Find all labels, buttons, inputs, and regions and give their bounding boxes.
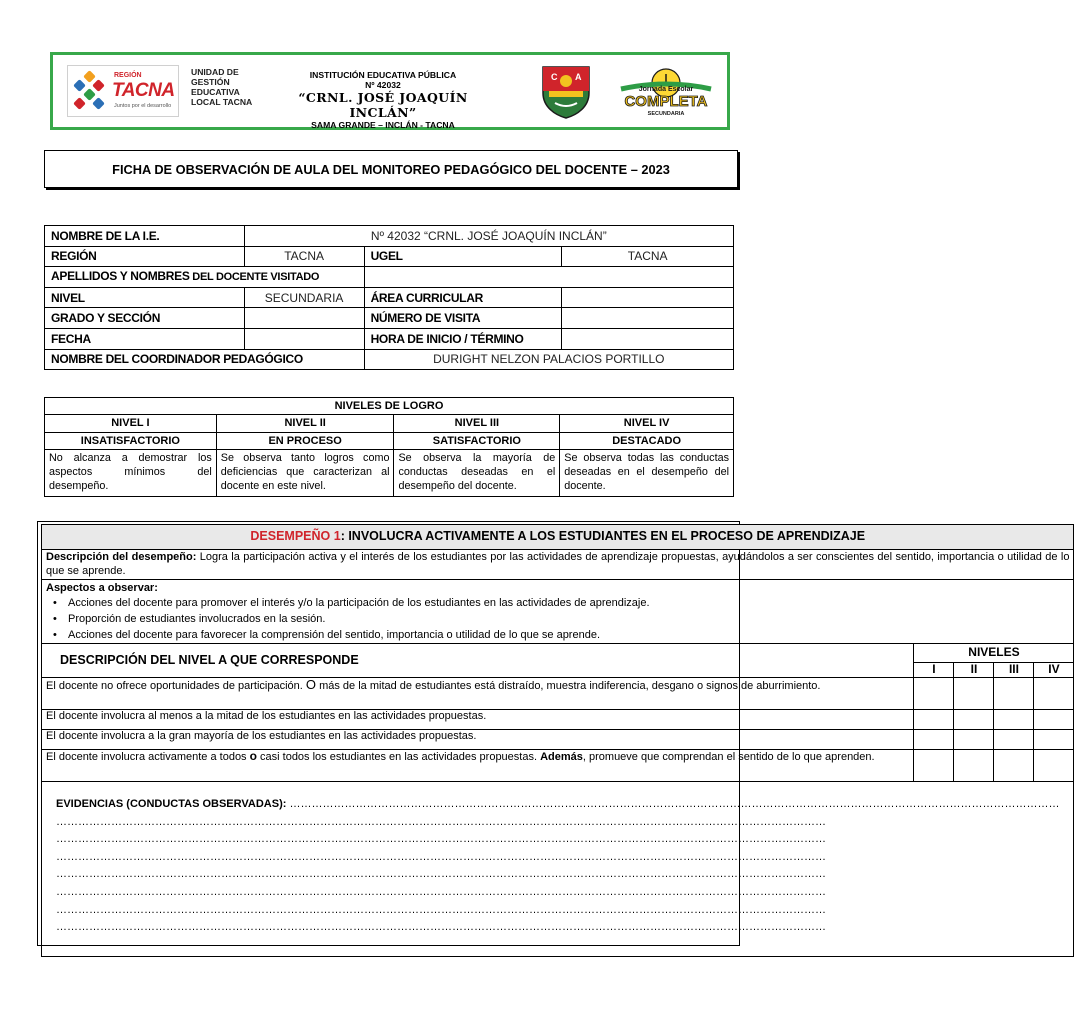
evidence-line-1: EVIDENCIAS (CONDUCTAS OBSERVADAS): ………………………………………………………………………………………………………………………………………………………………………………………… [56, 798, 1060, 810]
criterion-3-level-i-cell[interactable] [914, 730, 954, 750]
table-row [42, 550, 1074, 580]
criterion-1-level-iv-cell[interactable] [1034, 678, 1074, 710]
jornada-escolar-completa-logo [615, 65, 717, 119]
evidence-line: ………………………………………………………………………………………………………………………………………………………………………………………… [56, 868, 826, 881]
region-value: TACNA [244, 246, 364, 267]
ie-value: Nº 42032 “CRNL. JOSÉ JOAQUÍN INCLÁN” [244, 226, 733, 247]
table-row [45, 432, 734, 449]
form-title: FICHA DE OBSERVACIÓN DE AULA DEL MONITOREO PEDAGÓGICO DEL DOCENTE – 2023 [44, 150, 738, 188]
roman-iv: IV [1034, 663, 1074, 678]
institution-type: INSTITUCIÓN EDUCATIVA PÚBLICA [309, 70, 457, 80]
grado-label: GRADO Y SECCIÓN [45, 308, 245, 329]
table-row [45, 287, 734, 308]
level-2-number: NIVEL II [216, 415, 394, 432]
header-banner [50, 52, 730, 130]
list-item: • Acciones del docente para favorecer la comprensión del sentido, importancia o utilidad de lo que se aprende. [46, 627, 1069, 643]
jec-top-text: Jornada Escolar [638, 86, 694, 93]
level-4-number: NIVEL IV [560, 415, 734, 432]
list-item: • Proporción de estudiantes involucrados en la sesión. [46, 611, 1069, 627]
institution-number: Nº 42032 [365, 80, 401, 90]
criterion-4: El docente involucra activamente a todos o casi todos los estudiantes en las actividades propuestas. Además, promueve que comprendan el sentido de lo que aprenden. [42, 750, 914, 782]
area-value[interactable] [562, 287, 734, 308]
fecha-value[interactable] [244, 328, 364, 349]
criterion-3: El docente involucra a la gran mayoría de los estudiantes en las actividades propuestas. [42, 730, 914, 750]
level-1-desc: No alcanza a demostrar los aspectos mínimos del desempeño. [45, 449, 217, 496]
table-row [42, 525, 1074, 550]
criterion-2-level-iii-cell[interactable] [994, 710, 1034, 730]
table-row [42, 782, 1074, 957]
aspects-list [46, 595, 1069, 643]
performance-title: DESEMPEÑO 1: INVOLUCRA ACTIVAMENTE A LOS ESTUDIANTES EN EL PROCESO DE APRENDIZAJE [42, 525, 1074, 550]
institution-location: SAMA GRANDE – INCLÁN - TACNA [311, 120, 455, 130]
logo-tagline: Juntos por el desarrollo [114, 103, 172, 109]
criterion-1-level-iii-cell[interactable] [994, 678, 1034, 710]
table-row [42, 678, 1074, 710]
table-row [45, 226, 734, 247]
grado-value[interactable] [244, 308, 364, 329]
criterion-3-level-iii-cell[interactable] [994, 730, 1034, 750]
docente-value[interactable] [364, 267, 733, 288]
region-tacna-mark-icon [72, 72, 108, 110]
visita-value[interactable] [562, 308, 734, 329]
logo-region-text: REGIÓN [114, 72, 142, 79]
table-row [45, 449, 734, 496]
region-label: REGIÓN [45, 246, 245, 267]
criterion-1-level-i-cell[interactable] [914, 678, 954, 710]
roman-iii: III [994, 663, 1034, 678]
fecha-label: FECHA [45, 328, 245, 349]
table-row [42, 644, 1074, 663]
roman-i: I [914, 663, 954, 678]
evidence-line: ………………………………………………………………………………………………………………………………………………………………………………………… [56, 850, 826, 863]
shield-letter-c: C [551, 72, 558, 82]
school-shield-icon [539, 63, 593, 119]
level-2-name: EN PROCESO [216, 432, 394, 449]
evidence-line: ………………………………………………………………………………………………………………………………………………………………………………………… [56, 903, 826, 916]
aspects-cell [42, 580, 1074, 644]
coordinador-value: DURIGHT NELZON PALACIOS PORTILLO [364, 349, 733, 370]
level-3-name: SATISFACTORIO [394, 432, 560, 449]
shield-letter-a: A [575, 72, 582, 82]
hora-label: HORA DE INICIO / TÉRMINO [364, 328, 562, 349]
evidence-area[interactable] [42, 782, 1074, 957]
criterion-2-level-i-cell[interactable] [914, 710, 954, 730]
logo-name-text: TACNA [112, 80, 175, 101]
docente-label: APELLIDOS Y NOMBRES DEL DOCENTE VISITADO [45, 267, 365, 288]
evidence-line: ………………………………………………………………………………………………………………………………………………………………………………………… [56, 921, 826, 934]
region-tacna-logo [67, 65, 179, 117]
hora-value[interactable] [562, 328, 734, 349]
criterion-2: El docente involucra al menos a la mitad de los estudiantes en las actividades propuestas. [42, 710, 914, 730]
table-row [42, 710, 1074, 730]
criterion-2-level-ii-cell[interactable] [954, 710, 994, 730]
performance-table [41, 524, 1074, 957]
criterion-4-level-iii-cell[interactable] [994, 750, 1034, 782]
evidence-line: ………………………………………………………………………………………………………………………………………………………………………………………… [56, 833, 826, 846]
level-4-name: DESTACADO [560, 432, 734, 449]
nivel-desc-header: DESCRIPCIÓN DEL NIVEL A QUE CORRESPONDE [42, 644, 914, 678]
criterion-4-level-ii-cell[interactable] [954, 750, 994, 782]
teacher-info-table [44, 225, 734, 370]
institution-heading [273, 70, 493, 130]
criterion-4-level-i-cell[interactable] [914, 750, 954, 782]
list-item: • Acciones del docente para promover el interés y/o la participación de los estudiantes en las actividades de aprendizaje. [46, 595, 1069, 611]
nivel-value: SECUNDARIA [244, 287, 364, 308]
level-2-desc: Se observa tanto logros como deficiencias que caracterizan al docente en este nivel. [216, 449, 394, 496]
criterion-1: El docente no ofrece oportunidades de participación. O más de la mitad de estudiantes está distraído, muestra indiferencia, desgano o signos de aburrimiento. [42, 678, 914, 710]
table-row [45, 328, 734, 349]
roman-ii: II [954, 663, 994, 678]
table-row [42, 750, 1074, 782]
ie-label: NOMBRE DE LA I.E. [45, 226, 245, 247]
level-1-name: INSATISFACTORIO [45, 432, 217, 449]
level-3-number: NIVEL III [394, 415, 560, 432]
niveles-header: NIVELES [914, 644, 1074, 663]
table-row [45, 349, 734, 370]
jec-bottom-text: SECUNDARIA [647, 111, 685, 117]
levels-table [44, 397, 734, 497]
evidence-line: ………………………………………………………………………………………………………………………………………………………………………………………… [56, 815, 826, 828]
level-1-number: NIVEL I [45, 415, 217, 432]
criterion-3-level-ii-cell[interactable] [954, 730, 994, 750]
criterion-2-level-iv-cell[interactable] [1034, 710, 1074, 730]
table-row [45, 267, 734, 288]
nivel-label: NIVEL [45, 287, 245, 308]
table-row [42, 730, 1074, 750]
coordinador-label: NOMBRE DEL COORDINADOR PEDAGÓGICO [45, 349, 365, 370]
table-row [45, 308, 734, 329]
ugel-name: UNIDAD DE GESTIÓN EDUCATIVA LOCAL TACNA [191, 67, 253, 107]
criterion-4-level-iv-cell[interactable] [1034, 750, 1074, 782]
visita-label: NÚMERO DE VISITA [364, 308, 562, 329]
table-row [42, 580, 1074, 644]
table-row [45, 398, 734, 415]
institution-name: “CRNL. JOSÉ JOAQUÍN INCLÁN” [298, 90, 468, 120]
performance-description: Descripción del desempeño: Logra la participación activa y el interés de los estudiantes por las actividades de aprendizaje propuestas, ayudándolos a ser conscientes del sentido, importancia o utilidad de lo que se aprende. [42, 550, 1074, 580]
level-3-desc: Se observa la mayoría de conductas deseadas en el desempeño del docente. [394, 449, 560, 496]
ugel-label: UGEL [364, 246, 562, 267]
table-row [45, 246, 734, 267]
area-label: ÁREA CURRICULAR [364, 287, 562, 308]
ugel-value: TACNA [562, 246, 734, 267]
aspects-label: Aspectos a observar: [46, 582, 158, 594]
levels-title: NIVELES DE LOGRO [45, 398, 734, 415]
level-4-desc: Se observa todas las conductas deseadas en el desempeño del docente. [560, 449, 734, 496]
evidence-line: ………………………………………………………………………………………………………………………………………………………………………………………… [56, 885, 826, 898]
jec-main-text: COMPLETA [624, 93, 708, 110]
table-row [45, 415, 734, 432]
criterion-3-level-iv-cell[interactable] [1034, 730, 1074, 750]
criterion-1-level-ii-cell[interactable] [954, 678, 994, 710]
